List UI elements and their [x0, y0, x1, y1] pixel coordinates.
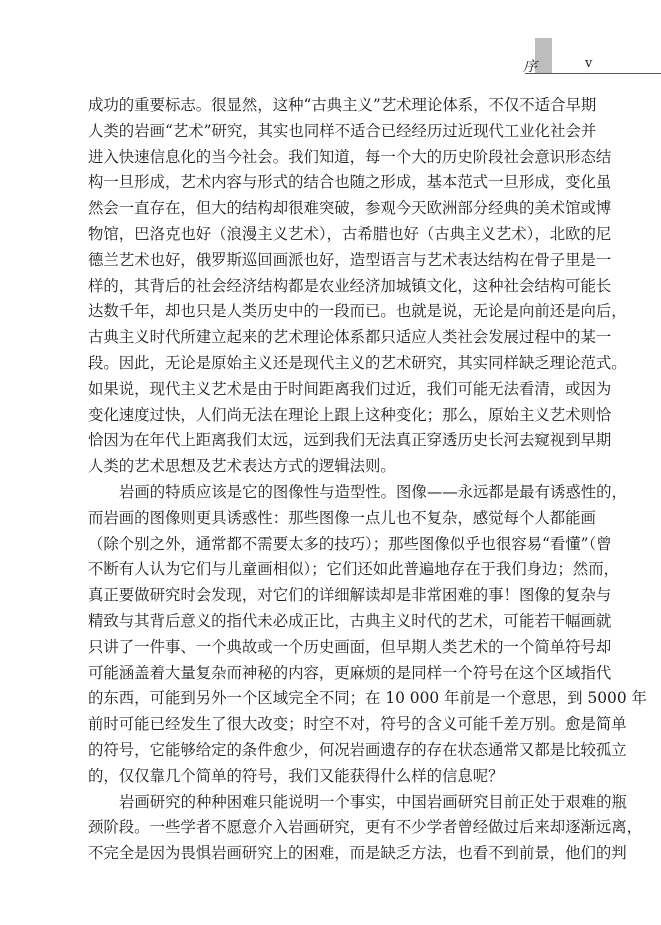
text-line: 段。因此，无论是原始主义还是现代主义的艺术研究，其实同样缺乏理论范式。	[88, 353, 627, 372]
text-line: 不完全是因为畏惧岩画研究上的困难，而是缺乏方法，也看不到前景，他们的判	[88, 844, 627, 863]
header-accent-bar	[535, 38, 552, 74]
text-line: 变化速度过快，人们尚无法在理论上跟上这种变化；那么，原始主义艺术则恰	[88, 405, 612, 424]
text-line: （除个别之外，通常都不需要太多的技巧）；那些图像似乎也很容易“看懂”（曾	[88, 534, 612, 553]
page-number: v	[585, 56, 593, 71]
body-text	[88, 93, 647, 867]
text-line: 如果说，现代主义艺术是由于时间距离我们过近，我们可能无法看清，或因为	[88, 379, 612, 398]
text-line: 只讲了一件事、一个典故或一个历史画面，但早期人类艺术的一个简单符号却	[88, 637, 612, 656]
text-line: 而岩画的图像则更具诱惑性：那些图像一点儿也不复杂，感觉每个人都能画	[88, 508, 596, 527]
text-line: 然会一直存在，但大的结构却很难突破，参观今天欧洲部分经典的美术馆或博	[88, 199, 612, 218]
text-line: 恰因为在年代上距离我们太远，远到我们无法真正穿透历史长河去窥视到早期	[88, 431, 612, 450]
text-line: 前时可能已经发生了很大改变；时空不对，符号的含义可能千差万别。愈是简单	[88, 715, 627, 734]
text-line: 人类的岩画“艺术”研究，其实也同样不适合已经经历过近现代工业化社会并	[88, 121, 597, 140]
text-line: 颈阶段。一些学者不愿意介入岩画研究，更有不少学者曾经做过后来却逐渐远离，	[88, 818, 643, 837]
text-line: 的符号，它能够给定的条件愈少，何况岩画遗存的存在状态通常又都是比较孤立	[88, 740, 627, 759]
text-line: 的，仅仅靠几个简单的符号，我们又能获得什么样的信息呢？	[88, 766, 504, 785]
text-line: 成功的重要标志。很显然，这种“古典主义”艺术理论体系，不仅不适合早期	[88, 96, 597, 114]
text-line: 构一旦形成，艺术内容与形式的结合也随之形成，基本范式一旦形成，变化虽	[88, 173, 612, 192]
running-header-section: 序	[523, 59, 537, 75]
text-line: 不断有人认为它们与儿童画相似）；它们还如此普遍地存在于我们身边；然而，	[88, 560, 619, 579]
text-line: 古典主义时代所建立起来的艺术理论体系都只适应人类社会发展过程中的某一	[88, 328, 612, 347]
header-rule	[525, 73, 661, 74]
text-line: 精致与其背后意义的指代未必成正比，古典主义时代的艺术，可能若干幅画就	[88, 611, 612, 630]
text-line: 样的，其背后的社会经济结构都是农业经济加城镇文化，这种社会结构可能长	[88, 276, 612, 295]
text-line: 德兰艺术也好，俄罗斯巡回画派也好，造型语言与艺术表达结构在骨子里是一	[88, 250, 612, 269]
paragraph-first-line: 岩画研究的种种困难只能说明一个事实，中国岩画研究目前正处于艰难的瓶	[119, 792, 627, 811]
text-line: 真正要做研究时会发现，对它们的详细解读却是非常困难的事！图像的复杂与	[88, 586, 612, 605]
paragraph-first-line: 岩画的特质应该是它的图像性与造型性。图像——永远都是最有诱惑性的，	[119, 482, 627, 501]
text-line: 进入快速信息化的当今社会。我们知道，每一个大的历史阶段社会意识形态结	[88, 147, 612, 166]
text-line: 物馆，巴洛克也好（浪漫主义艺术），古希腊也好（古典主义艺术），北欧的尼	[88, 224, 612, 243]
text-line: 达数千年，却也只是人类历史中的一段而已。也就是说，无论是向前还是向后，	[88, 302, 627, 321]
text-line: 可能涵盖着大量复杂而神秘的内容，更麻烦的是同样一个符号在这个区域指代	[88, 663, 612, 682]
text-line: 的东西，可能到另外一个区域完全不同；在 10 000 年前是一个意思，到 5000 年	[88, 689, 647, 708]
text-line: 人类的艺术思想及艺术表达方式的逻辑法则。	[88, 457, 396, 476]
